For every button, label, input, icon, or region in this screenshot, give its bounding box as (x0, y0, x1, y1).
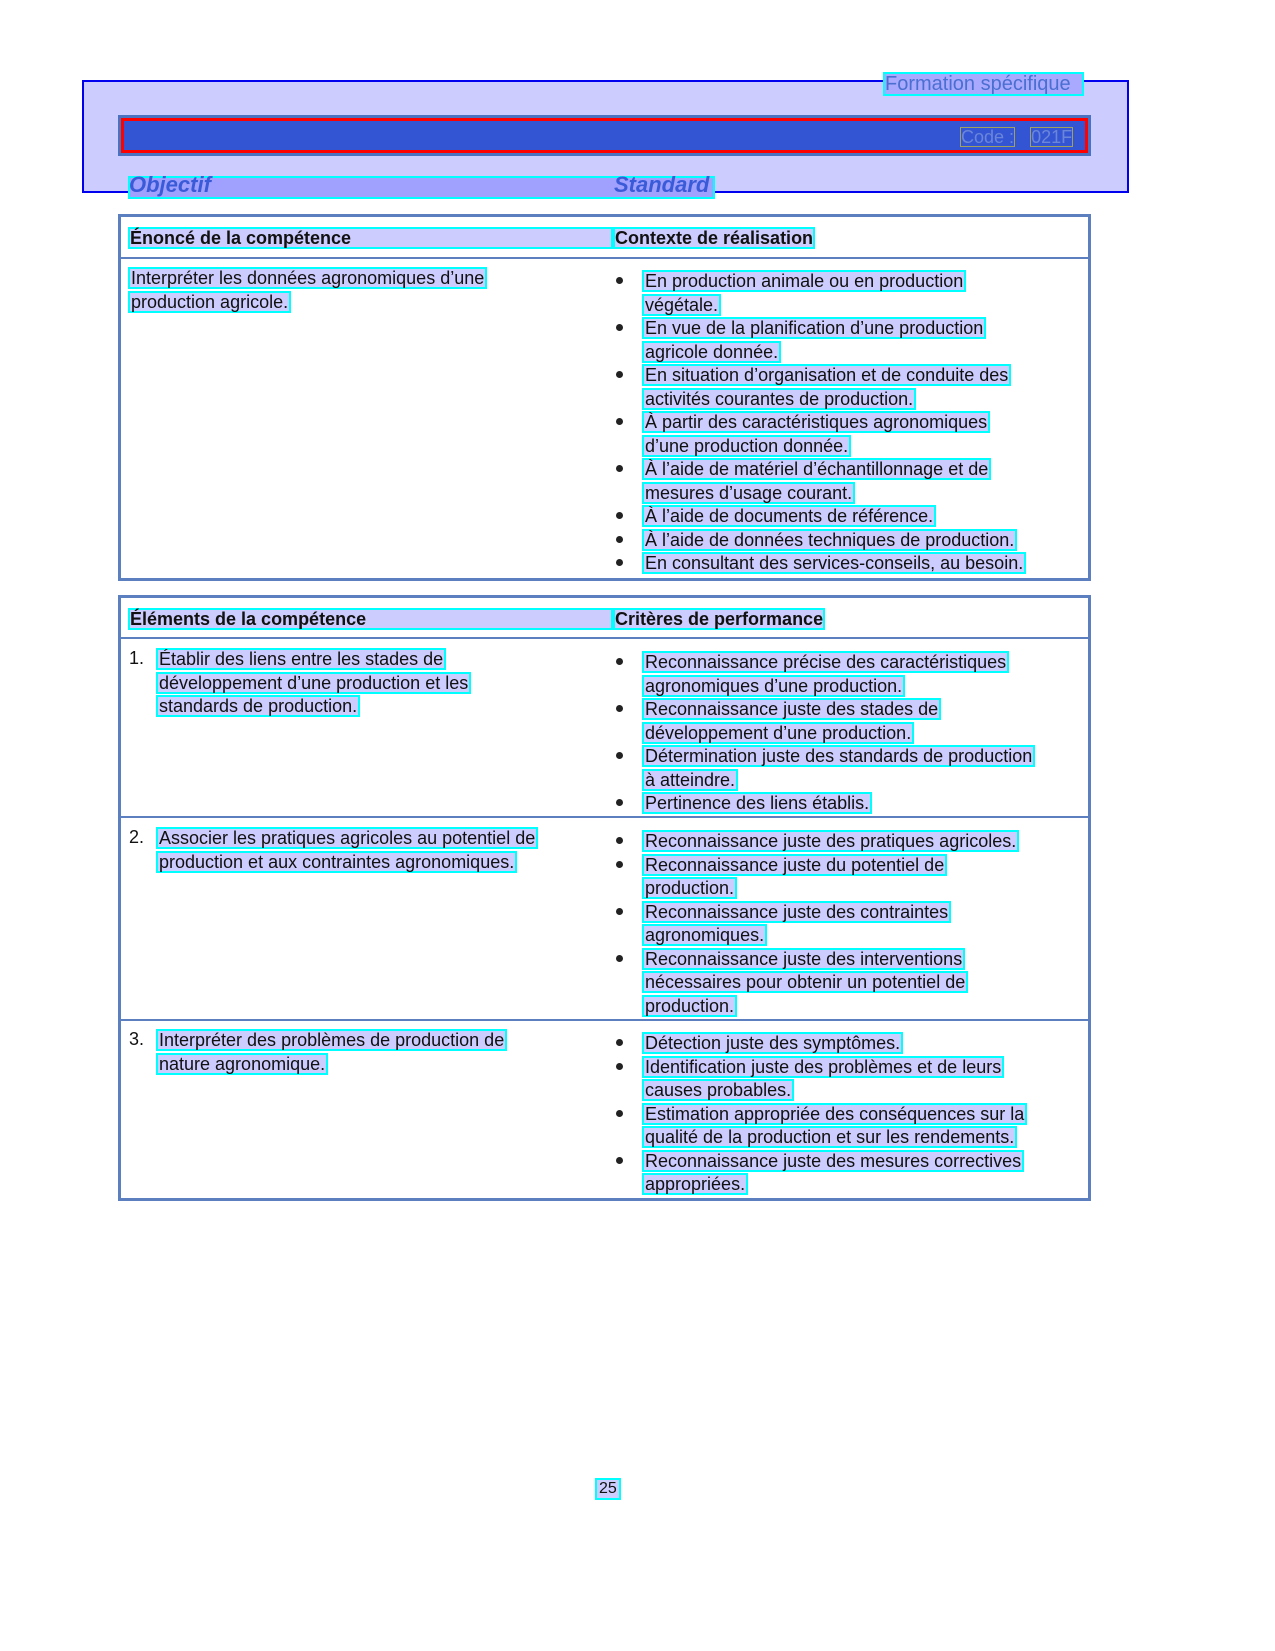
list-item (642, 505, 1026, 529)
divider (118, 1019, 1091, 1021)
objective-heading: Objectif (129, 172, 211, 197)
line-text: À l’aide de documents de référence. (642, 505, 936, 527)
text-line (129, 1029, 507, 1053)
text-line (642, 830, 1019, 854)
line-text: Reconnaissance juste du potentiel de (642, 854, 947, 876)
item-number: 3. (129, 1029, 145, 1049)
list-item (642, 1103, 1027, 1150)
line-text: standards de production. (156, 695, 360, 717)
text-line (642, 552, 1026, 576)
bullet-icon (616, 324, 623, 331)
text-line (642, 995, 1019, 1019)
code-value: 021F (1031, 127, 1073, 147)
text-line (642, 458, 1026, 482)
text-line (156, 695, 471, 719)
line-text: nécessaires pour obtenir un potentiel de (642, 971, 968, 993)
page-number: 25 (595, 1478, 621, 1500)
bullet-icon (616, 277, 623, 284)
line-text: d’une production donnée. (642, 435, 851, 457)
text-line (642, 792, 1035, 816)
line-text: Reconnaissance juste des stades de (642, 698, 941, 720)
text-line (642, 505, 1026, 529)
text-line (642, 1173, 1027, 1197)
line-text: végétale. (642, 294, 721, 316)
elements-header: Éléments de la compétence (128, 608, 613, 630)
line-text: Interpréter les données agronomiques d’une (128, 267, 487, 289)
element-1 (129, 648, 471, 719)
list-item (642, 1032, 1027, 1056)
list-item (642, 792, 1035, 816)
bullet-icon (616, 536, 623, 543)
bullet-icon (616, 955, 623, 962)
list-item (642, 458, 1026, 505)
text-line (642, 877, 1019, 901)
line-text: production. (642, 877, 737, 899)
line-text: Établir des liens entre les stades de (156, 648, 446, 670)
criteria-list-2 (642, 830, 1019, 1018)
list-item (642, 317, 1026, 364)
text-line (642, 341, 1026, 365)
text-line (642, 1032, 1027, 1056)
bullet-icon (616, 559, 623, 566)
text-line (642, 971, 1019, 995)
bullet-icon (616, 705, 623, 712)
statement-text (128, 267, 487, 314)
bullet-icon (616, 861, 623, 868)
text-line (642, 698, 1035, 722)
list-item (642, 1056, 1027, 1103)
list-item (642, 364, 1026, 411)
list-item (642, 948, 1019, 1019)
line-text: Estimation appropriée des conséquences sur la (642, 1103, 1027, 1125)
line-text: mesures d’usage courant. (642, 482, 855, 504)
list-item (642, 698, 1035, 745)
text-line (642, 1103, 1027, 1127)
criteria-list-1 (642, 651, 1035, 816)
divider (118, 816, 1091, 818)
line-text: En production animale ou en production (642, 270, 966, 292)
bullet-icon (616, 1110, 623, 1117)
line-text: production. (642, 995, 737, 1017)
statement-header: Énoncé de la compétence (128, 227, 613, 249)
text-line (156, 1053, 507, 1077)
text-line (642, 482, 1026, 506)
competency-code (960, 127, 1073, 147)
line-text: En consultant des services-conseils, au besoin. (642, 552, 1026, 574)
criteria-list-3 (642, 1032, 1027, 1197)
line-text: Détermination juste des standards de production (642, 745, 1035, 767)
line-text: agronomiques d’une production. (642, 675, 905, 697)
bullet-icon (616, 1039, 623, 1046)
line-text: appropriées. (642, 1173, 748, 1195)
code-label: Code : (961, 127, 1015, 147)
text-line (128, 291, 487, 315)
text-line (642, 745, 1035, 769)
line-text: nature agronomique. (156, 1053, 328, 1075)
bullet-icon (616, 1063, 623, 1070)
bullet-icon (616, 837, 623, 844)
text-line (642, 675, 1035, 699)
line-text: Pertinence des liens établis. (642, 792, 872, 814)
list-item (642, 529, 1026, 553)
bullet-icon (616, 371, 623, 378)
text-line (129, 648, 471, 672)
bullet-icon (616, 1157, 623, 1164)
bullet-icon (616, 799, 623, 806)
line-text: Associer les pratiques agricoles au potentiel de (156, 827, 538, 849)
line-text: Interpréter des problèmes de production de (156, 1029, 507, 1051)
list-item (642, 830, 1019, 854)
text-line (156, 851, 538, 875)
bullet-icon (616, 752, 623, 759)
line-text: En vue de la planification d’une production (642, 317, 986, 339)
text-line (642, 529, 1026, 553)
list-item (642, 270, 1026, 317)
list-item (642, 854, 1019, 901)
bullet-icon (616, 512, 623, 519)
line-text: Identification juste des problèmes et de leurs (642, 1056, 1004, 1078)
line-text: En situation d’organisation et de conduite des (642, 364, 1011, 386)
context-header: Contexte de réalisation (615, 228, 814, 248)
text-line (642, 722, 1035, 746)
text-line (642, 948, 1019, 972)
line-text: développement d’une production. (642, 722, 914, 744)
list-item (642, 745, 1035, 792)
text-line (642, 1126, 1027, 1150)
bullet-icon (616, 908, 623, 915)
text-line (642, 317, 1026, 341)
context-list (642, 270, 1026, 576)
text-line (642, 854, 1019, 878)
text-line (642, 1150, 1027, 1174)
text-line (642, 1079, 1027, 1103)
line-text: production et aux contraintes agronomiques. (156, 851, 517, 873)
list-item (642, 651, 1035, 698)
code-bar-inner (121, 118, 1088, 153)
text-line (642, 270, 1026, 294)
item-number: 1. (129, 648, 145, 668)
text-line (642, 411, 1026, 435)
line-text: production agricole. (128, 291, 291, 313)
element-3 (129, 1029, 507, 1076)
standard-heading: Standard (614, 172, 710, 197)
item-number: 2. (129, 827, 145, 847)
line-text: agricole donnée. (642, 341, 781, 363)
text-line (642, 294, 1026, 318)
bullet-icon (616, 465, 623, 472)
text-line (642, 364, 1026, 388)
criteria-header: Critères de performance (615, 609, 824, 629)
text-line (642, 924, 1019, 948)
bullet-icon (616, 658, 623, 665)
text-line (642, 1056, 1027, 1080)
bullet-icon (616, 418, 623, 425)
line-text: À l’aide de données techniques de production. (642, 529, 1017, 551)
divider (118, 637, 1091, 639)
line-text: Reconnaissance juste des contraintes (642, 901, 951, 923)
list-item (642, 552, 1026, 576)
line-text: Détection juste des symptômes. (642, 1032, 903, 1054)
line-text: Reconnaissance juste des pratiques agricoles. (642, 830, 1019, 852)
list-item (642, 411, 1026, 458)
line-text: causes probables. (642, 1079, 794, 1101)
text-line (129, 827, 538, 851)
text-line (128, 267, 487, 291)
divider (118, 257, 1091, 259)
text-line (642, 435, 1026, 459)
line-text: à atteindre. (642, 769, 738, 791)
text-line (642, 651, 1035, 675)
text-line (642, 769, 1035, 793)
text-line (642, 388, 1026, 412)
line-text: À partir des caractéristiques agronomiques (642, 411, 990, 433)
line-text: Reconnaissance juste des interventions (642, 948, 965, 970)
text-line (156, 672, 471, 696)
text-line (642, 901, 1019, 925)
line-text: Reconnaissance juste des mesures correctives (642, 1150, 1024, 1172)
line-text: développement d’une production et les (156, 672, 471, 694)
section-title: Formation spécifique (883, 72, 1084, 96)
line-text: À l’aide de matériel d’échantillonnage et de (642, 458, 991, 480)
line-text: agronomiques. (642, 924, 767, 946)
line-text: qualité de la production et sur les rendements. (642, 1126, 1017, 1148)
list-item (642, 901, 1019, 948)
list-item (642, 1150, 1027, 1197)
line-text: Reconnaissance précise des caractéristiques (642, 651, 1009, 673)
element-2 (129, 827, 538, 874)
line-text: activités courantes de production. (642, 388, 916, 410)
